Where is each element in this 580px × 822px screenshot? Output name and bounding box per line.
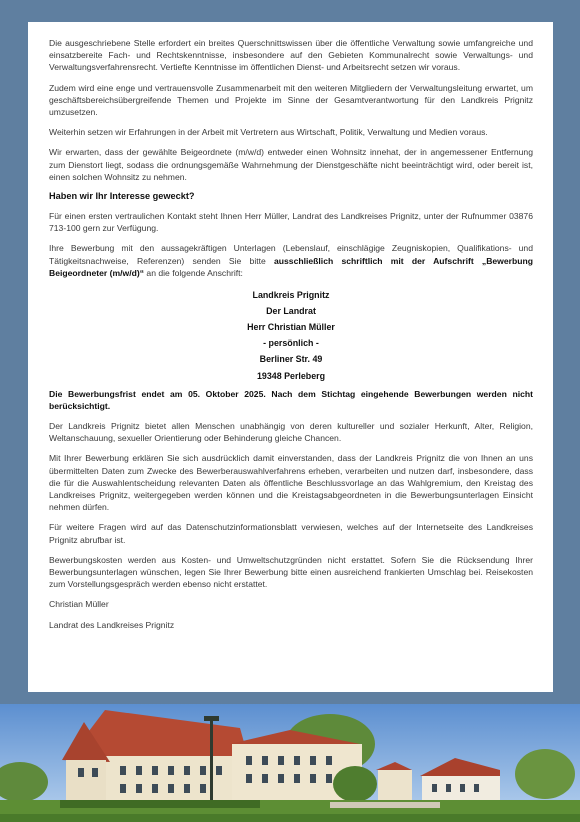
- address-line: - persönlich -: [263, 338, 319, 349]
- application-text-end: an die folgende Anschrift:: [144, 267, 243, 278]
- signature-name: Christian Müller: [49, 599, 109, 610]
- paragraph-contact: Für einen ersten vertraulichen Kontakt steht Ihnen Herr Müller, Landrat des Landkreises Prignitz, unter der Rufnummer 03876 713-100 gern zur Verfügung.: [49, 211, 533, 234]
- paragraph-costs: Bewerbungskosten werden aus Kosten- und Umweltschutzgründen nicht erstattet. Sofern Sie die Rücksendung Ihrer Bewerbungsunterlagen wünschen, legen Sie Ihrer Bewerbung bitte einen ausreichend frankierten Umschlag bei. Reisekosten zum Vorstellungsgespräch werden ebenso nicht erstattet.: [49, 554, 533, 590]
- paragraph-residence: Wir erwarten, dass der gewählte Beigeordnete (m/w/d) entweder einen Wohnsitz innehat, der in angemessener Entfernung zum Dienstort liegt, sodass die ordnungsgemäße Wahrnehmung der Dienstgeschäfte nicht beeinträchtigt wird, oder bereit ist, einen solchen Wohnsitz zu nehmen.: [49, 147, 533, 182]
- paragraph-privacy: Für weitere Fragen wird auf das Datenschutzinformationsblatt verwiesen, welches auf der Internetseite des Landkreises Prignitz abrufbar ist.: [49, 522, 533, 545]
- address-line: Herr Christian Müller: [247, 322, 335, 333]
- paragraph-application: [49, 242, 533, 279]
- deadline-notice: Die Bewerbungsfrist endet am 05. Oktober 2025. Nach dem Stichtag eingehende Bewerbungen werden nicht berücksichtigt.: [49, 388, 533, 411]
- address-line: Landkreis Prignitz: [252, 290, 330, 301]
- application-text-start: Ihre Bewerbung mit den aussagekräftigen Unterlagen (Lebenslauf, einschlägige Zeugniskopien, Qualifikations- und Tätigkeitsnachweise, Referenzen) senden Sie bitte: [49, 243, 533, 266]
- address-line: Berliner Str. 49: [259, 354, 323, 365]
- address-line: 19348 Perleberg: [256, 370, 326, 381]
- paragraph-experience: Weiterhin setzen wir Erfahrungen in der Arbeit mit Vertretern aus Wirtschaft, Politik, Verwaltung und Medien voraus.: [49, 127, 488, 138]
- address-line: Der Landrat: [266, 306, 316, 317]
- section-heading: Haben wir Ihr Interesse geweckt?: [49, 191, 195, 202]
- postal-address: [49, 287, 533, 384]
- signature-title: Landrat des Landkreises Prignitz: [49, 619, 175, 630]
- paragraph-requirements: Die ausgeschriebene Stelle erfordert ein breites Querschnittswissen über die öffentliche Verwaltung sowie umfangreiche und einsatzbereite Fach- und Rechtskenntnisse, insbesondere auf den Gebieten Kommunalrecht sowie Verwaltungs- und Verwaltungsverfahrensrecht. Vertiefte Kenntnisse im öffentlichen Dienst- und Arbeitsrecht setzen wir voraus.: [49, 38, 533, 73]
- building-photo: [0, 704, 580, 822]
- document-page: [28, 22, 553, 692]
- paragraph-equal-opportunity: Der Landkreis Prignitz bietet allen Menschen unabhängig von deren kultureller und sozialer Herkunft, Alter, Religion, Weltanschauung, sexueller Orientierung oder Behinderung gleiche Chancen.: [49, 421, 533, 444]
- application-text-emphasis: ausschließlich schriftlich mit der Aufschrift „Bewerbung Beigeordneter (m/w/d)“: [49, 255, 533, 278]
- paragraph-cooperation: Zudem wird eine enge und vertrauensvolle Zusammenarbeit mit den weiteren Mitgliedern der Verwaltungsleitung erwartet, um geschäftsbereichsübergreifende Themen und Projekte im Sinne der Gesamtverantwortung für den Landkreis Prignitz umzusetzen.: [49, 82, 533, 118]
- paragraph-data-consent: Mit Ihrer Bewerbung erklären Sie sich ausdrücklich damit einverstanden, dass der Landkreis Prignitz die von Ihnen an uns übermittelten Daten zum Zwecke des Bewerberauswahlverfahrens erheben, verarbeiten und nutzen darf, insbesondere, dass die für die Auswahlentscheidung relevanten Daten als öffentliche Beschlussvorlage an das Wahlgremium, den Kreistag des Landkreises Prignitz, weitergegeben werden können und die Kreistagsabgeordneten in die Bewerbungsunterlagen Einsicht nehmen dürfen.: [49, 453, 533, 513]
